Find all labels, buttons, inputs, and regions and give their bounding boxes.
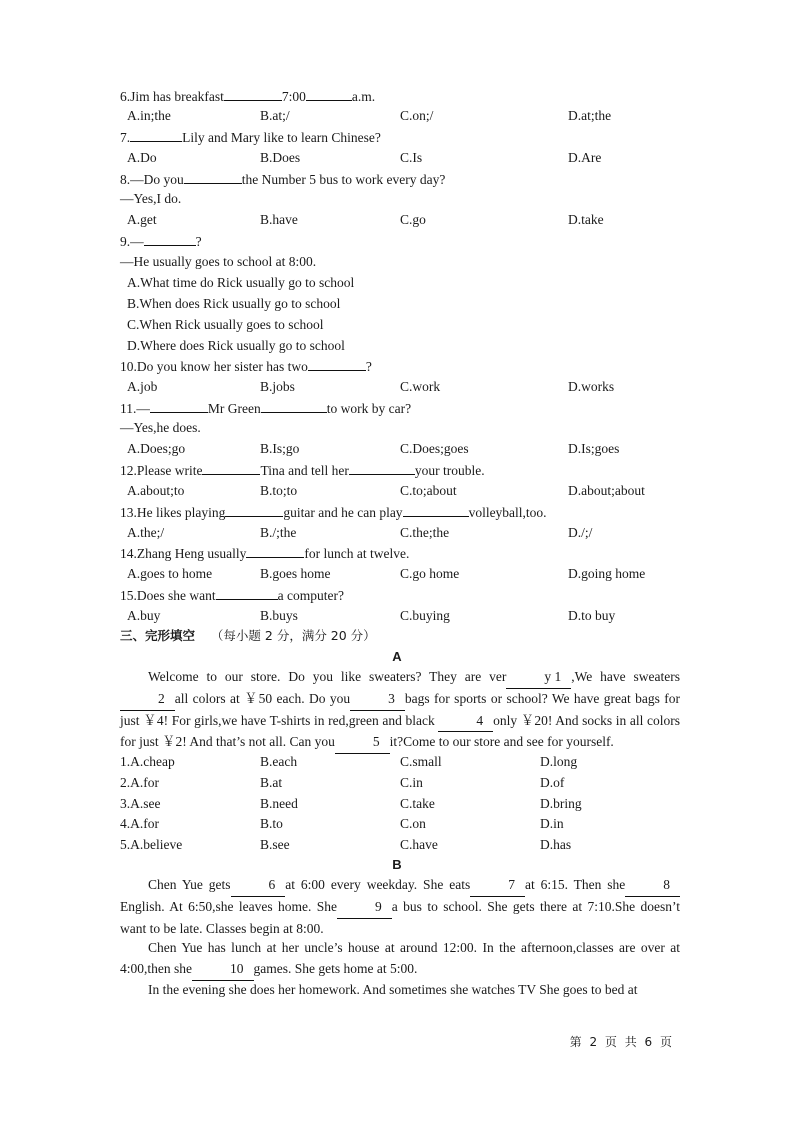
option-b: B.to;to <box>260 483 298 498</box>
option-a: A.Does;go <box>127 441 186 456</box>
reply-9: —He usually goes to school at 8:00. <box>120 254 317 269</box>
option-b: B.Does <box>260 150 301 165</box>
option-c: C.small <box>400 754 442 769</box>
passage-b-paragraph-2 <box>120 938 680 981</box>
passage-text: English. At 6:50,she leaves home. She <box>120 898 338 914</box>
option-a: 1.A.cheap <box>120 754 175 769</box>
option-c: C.in <box>400 775 423 790</box>
question-text: Tina and tell her <box>260 463 349 478</box>
option-a: A.about;to <box>127 483 185 498</box>
option-c: C.go <box>400 212 426 227</box>
answer-blank <box>225 503 283 517</box>
question-6 <box>120 87 375 106</box>
option-b: B./;the <box>260 525 297 540</box>
answer-blank <box>130 128 182 142</box>
answer-blank <box>306 87 352 101</box>
passage-text: bags for sports or school? We have great bags for just ￥4! For girls,we have T-shirts in red,green and black <box>120 690 680 728</box>
option-c: C.on;/ <box>400 108 434 123</box>
options-6 <box>127 107 687 125</box>
option-a: A.job <box>127 379 158 394</box>
passage-b-heading: B <box>392 857 402 872</box>
option-c: C.the;the <box>400 525 450 540</box>
question-14 <box>120 544 409 563</box>
question-text: ? <box>195 234 202 249</box>
passage-a <box>120 667 680 754</box>
option-b: B.buys <box>260 608 298 623</box>
section-title: 三、完形填空 <box>120 628 196 643</box>
blank-number: 5 <box>335 732 390 754</box>
reply-8: —Yes,I do. <box>120 191 182 206</box>
passage-b-paragraph-1 <box>120 875 680 939</box>
blank-number: y 1 <box>506 667 571 689</box>
option-c: C.Is <box>400 150 423 165</box>
answer-blank <box>150 399 208 413</box>
option-c: C.Does;goes <box>400 441 469 456</box>
blank-number: 8 <box>625 875 680 897</box>
cloze-options-5 <box>120 836 680 854</box>
option-d: D.works <box>568 379 615 394</box>
option-d: D.to buy <box>568 608 616 623</box>
option-d: D.Where does Rick usually go to school <box>127 338 345 353</box>
answer-blank <box>184 170 242 184</box>
section-note: （每小题 2 分，满分 20 分） <box>210 628 376 643</box>
option-b: B.see <box>260 837 290 852</box>
option-b: B.need <box>260 796 298 811</box>
options-11 <box>127 440 687 458</box>
cloze-options-3 <box>120 795 680 813</box>
answer-blank <box>403 503 469 517</box>
question-text: guitar and he can play <box>283 505 403 520</box>
question-text: 7. <box>120 130 131 145</box>
blank-number: 10 <box>192 959 254 981</box>
answer-blank <box>202 461 260 475</box>
option-a: 5.A.believe <box>120 837 183 852</box>
option-d: D.bring <box>540 796 582 811</box>
option-c: C.on <box>400 816 426 831</box>
answer-blank <box>144 232 196 246</box>
options-13 <box>127 524 687 542</box>
option-d: D.about;about <box>568 483 645 498</box>
question-text: 10.Do you know her sister has two <box>120 359 308 374</box>
answer-blank <box>216 586 278 600</box>
question-11 <box>120 399 411 418</box>
option-c: C.to;about <box>400 483 457 498</box>
question-text: 11.— <box>120 401 150 416</box>
options-8 <box>127 211 687 229</box>
question-text: 12.Please write <box>120 463 203 478</box>
option-b: B.When does Rick usually go to school <box>127 296 341 311</box>
option-d: D.Is;goes <box>568 441 620 456</box>
question-15 <box>120 586 344 605</box>
question-text: 9.— <box>120 234 144 249</box>
passage-text: Chen Yue gets <box>148 877 231 892</box>
question-text: 7:00 <box>281 89 306 104</box>
question-text: 14.Zhang Heng usually <box>120 546 247 561</box>
option-b: B.jobs <box>260 379 295 394</box>
question-text: a computer? <box>277 588 344 603</box>
question-text: 15.Does she want <box>120 588 216 603</box>
question-text: for lunch at twelve. <box>304 546 410 561</box>
option-a: A.buy <box>127 608 161 623</box>
option-b: B.at <box>260 775 283 790</box>
page-footer: 第 2 页 共 6 页 <box>569 1035 674 1049</box>
cloze-options-2 <box>120 774 680 792</box>
question-text: ? <box>365 359 372 374</box>
blank-number: 6 <box>231 875 286 897</box>
blank-number: 7 <box>470 875 525 897</box>
question-text: Mr Green <box>207 401 261 416</box>
option-b: B.goes home <box>260 566 331 581</box>
passage-text: a bus to school. She gets there at 7:10.She doesn’t want to be late. Classes begin at 8:00. <box>120 898 680 936</box>
answer-blank <box>261 399 327 413</box>
option-a: A.in;the <box>127 108 171 123</box>
option-a: A.goes to home <box>127 566 213 581</box>
question-text: the Number 5 bus to work every day? <box>241 172 446 187</box>
option-b: B.at;/ <box>260 108 290 123</box>
question-10 <box>120 357 372 376</box>
question-9 <box>120 232 202 251</box>
option-c: C.go home <box>400 566 460 581</box>
option-c: C.have <box>400 837 438 852</box>
option-b: B.to <box>260 816 283 831</box>
option-b: B.have <box>260 212 298 227</box>
question-7 <box>120 128 381 147</box>
options-15 <box>127 607 687 625</box>
question-text: 8.—Do you <box>120 172 184 187</box>
option-a: 2.A.for <box>120 775 159 790</box>
passage-text: ,We have sweaters <box>571 669 680 684</box>
question-12 <box>120 461 485 480</box>
answer-blank <box>349 461 415 475</box>
answer-blank <box>246 544 304 558</box>
question-text: your trouble. <box>414 463 485 478</box>
question-text: 13.He likes playing <box>120 505 226 520</box>
passage-text: at 6:00 every weekday. She eats <box>285 877 471 892</box>
reply-11: —Yes,he does. <box>120 420 201 435</box>
blank-number: 2 <box>120 689 175 711</box>
question-8 <box>120 170 445 189</box>
answer-blank <box>308 357 366 371</box>
option-d: D.at;the <box>568 108 612 123</box>
option-d: D.take <box>568 212 604 227</box>
option-d: D.has <box>540 837 572 852</box>
question-text: 6.Jim has breakfast <box>120 89 224 104</box>
option-d: D./;/ <box>568 525 593 540</box>
blank-number: 9 <box>337 897 392 919</box>
passage-b-paragraph-3: In the evening she does her homework. And sometimes she watches TV She goes to bed at <box>148 982 638 997</box>
option-c: C.buying <box>400 608 450 623</box>
answer-blank <box>224 87 282 101</box>
cloze-options-4 <box>120 815 680 833</box>
passage-a-heading: A <box>392 649 402 664</box>
question-text: a.m. <box>351 89 376 104</box>
option-a: A.get <box>127 212 157 227</box>
option-a: 4.A.for <box>120 816 159 831</box>
passage-text: at 6:15. Then she <box>524 877 626 892</box>
question-text: Lily and Mary like to learn Chinese? <box>182 130 381 145</box>
question-text: to work by car? <box>326 401 412 416</box>
passage-text: Chen Yue has lunch at her uncle’s house at around 12:00. In the afternoon,classes are over at 4:00,then she <box>120 940 680 976</box>
option-a: A.What time do Rick usually go to school <box>127 275 355 290</box>
option-d: D.long <box>540 754 578 769</box>
passage-text: it?Come to our store and see for yourself. <box>389 734 614 750</box>
options-14 <box>127 565 687 583</box>
option-c: C.When Rick usually goes to school <box>127 317 324 332</box>
options-12 <box>127 482 687 500</box>
blank-number: 4 <box>438 711 493 733</box>
option-a: A.Do <box>127 150 157 165</box>
option-d: D.Are <box>568 150 602 165</box>
section-heading <box>120 627 376 645</box>
question-text: volleyball,too. <box>468 505 547 520</box>
options-7 <box>127 149 687 167</box>
option-d: D.in <box>540 816 564 831</box>
options-10 <box>127 378 687 396</box>
option-d: D.of <box>540 775 565 790</box>
cloze-options-1 <box>120 753 680 771</box>
option-a: A.the;/ <box>127 525 165 540</box>
passage-text: Welcome to our store. Do you like sweaters? They are ver <box>148 669 507 684</box>
option-a: 3.A.see <box>120 796 161 811</box>
blank-number: 3 <box>350 689 405 711</box>
option-b: B.Is;go <box>260 441 300 456</box>
option-d: D.going home <box>568 566 646 581</box>
option-c: C.take <box>400 796 435 811</box>
question-13 <box>120 503 547 522</box>
option-b: B.each <box>260 754 298 769</box>
passage-text: games. She gets home at 5:00. <box>253 960 418 976</box>
option-c: C.work <box>400 379 441 394</box>
passage-text: only ￥20! And socks in all colors for just ￥2! And that’s not all. Can you <box>120 712 680 750</box>
passage-text: all colors at ￥50 each. Do you <box>174 690 351 706</box>
